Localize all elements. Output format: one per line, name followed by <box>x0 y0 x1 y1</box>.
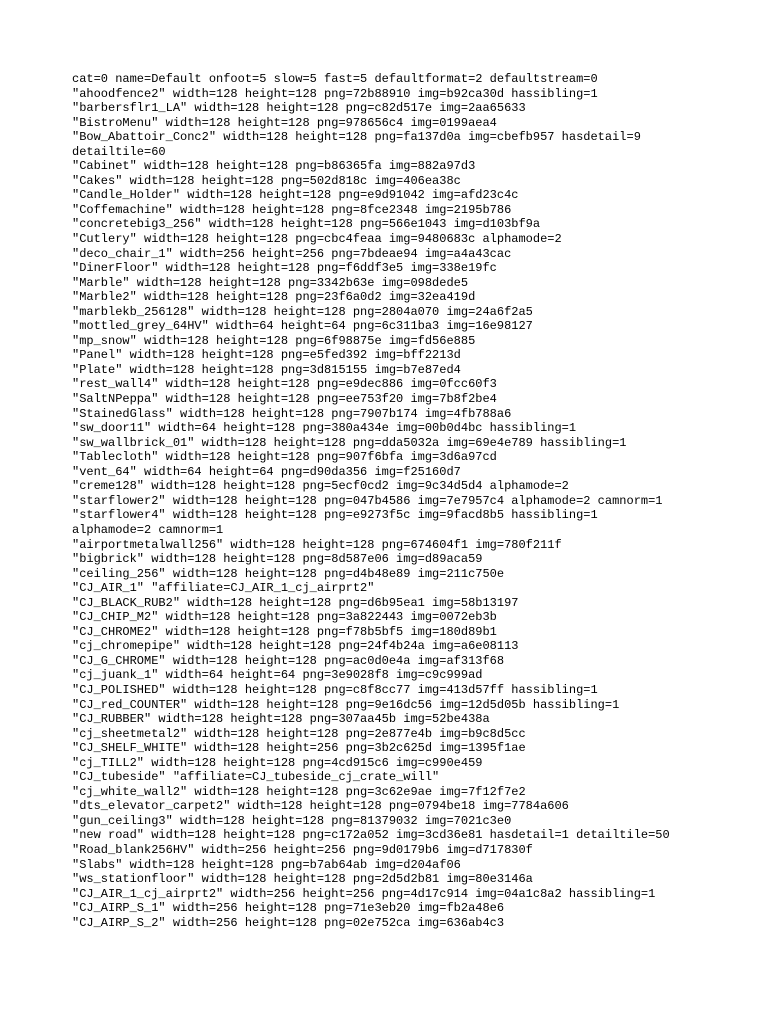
text-line: "rest_wall4" width=128 height=128 png=e9dec886 img=0fcc60f3 <box>72 377 497 392</box>
text-line: "CJ_CHROME2" width=128 height=128 png=f78b5bf5 img=180d89b1 <box>72 624 497 639</box>
text-line: "sw_wallbrick_01" width=128 height=128 png=dda5032a img=69e4e789 hassibling=1 <box>72 435 627 450</box>
text-line: "cj_chromepipe" width=128 height=128 png=24f4b24a img=a6e08113 <box>72 639 519 654</box>
text-line: "dts_elevator_carpet2" width=128 height=128 png=0794be18 img=7784a606 <box>72 799 569 814</box>
text-line: "cj_TILL2" width=128 height=128 png=4cd915c6 img=c990e459 <box>72 755 483 770</box>
text-line: "CJ_AIR_1" "affiliate=CJ_AIR_1_cj_airprt2" <box>72 581 375 596</box>
text-line: "CJ_SHELF_WHITE" width=128 height=256 png=3b2c625d img=1395f1ae <box>72 741 526 756</box>
text-line: "mp_snow" width=128 height=128 png=6f98875e img=fd56e885 <box>72 333 476 348</box>
text-line: "Cabinet" width=128 height=128 png=b86365fa img=882a97d3 <box>72 159 476 174</box>
text-line: "CJ_RUBBER" width=128 height=128 png=307aa45b img=52be438a <box>72 712 490 727</box>
text-line: "Road_blank256HV" width=256 height=256 png=9d0179b6 img=d717830f <box>72 842 533 857</box>
text-line: "creme128" width=128 height=128 png=5ecf0cd2 img=9c34d5d4 alphamode=2 <box>72 479 569 494</box>
text-line: "CJ_BLACK_RUB2" width=128 height=128 png=d6b95ea1 img=58b13197 <box>72 595 519 610</box>
text-line: "StainedGlass" width=128 height=128 png=7907b174 img=4fb788a6 <box>72 406 512 421</box>
text-line: "bigbrick" width=128 height=128 png=8d587e06 img=d89aca59 <box>72 552 483 567</box>
text-line: "CJ_AIR_1_cj_airprt2" width=256 height=256 png=4d17c914 img=04a1c8a2 hassibling=1 <box>72 886 656 901</box>
text-line: "sw_door11" width=64 height=128 png=380a434e img=00b0d4bc hassibling=1 <box>72 421 577 436</box>
text-line: "vent_64" width=64 height=64 png=d90da356 img=f25160d7 <box>72 464 461 479</box>
text-line: "SaltNPeppa" width=128 height=128 png=ee753f20 img=7b8f2be4 <box>72 392 497 407</box>
text-line: "deco_chair_1" width=256 height=256 png=7bdeae94 img=a4a43cac <box>72 246 512 261</box>
text-line: "Marble" width=128 height=128 png=3342b63e img=098dede5 <box>72 275 469 290</box>
text-line: "ws_stationfloor" width=128 height=128 png=2d5d2b81 img=80e3146a <box>72 872 533 887</box>
document-text-body <box>72 72 768 930</box>
text-line: "Plate" width=128 height=128 png=3d815155 img=b7e87ed4 <box>72 362 461 377</box>
text-line: "CJ_CHIP_M2" width=128 height=128 png=3a822443 img=0072eb3b <box>72 610 497 625</box>
text-line: "CJ_red_COUNTER" width=128 height=128 png=9e16dc56 img=12d5d05b hassibling=1 <box>72 697 620 712</box>
text-line: "cj_white_wall2" width=128 height=128 png=3c62e9ae img=7f12f7e2 <box>72 784 526 799</box>
text-line: "Coffemachine" width=128 height=128 png=8fce2348 img=2195b786 <box>72 202 512 217</box>
text-line: "cj_sheetmetal2" width=128 height=128 png=2e877e4b img=b9c8d5cc <box>72 726 526 741</box>
text-line: "CJ_POLISHED" width=128 height=128 png=c8f8cc77 img=413d57ff hassibling=1 <box>72 682 598 697</box>
text-line: "gun_ceiling3" width=128 height=128 png=81379032 img=7021c3e0 <box>72 813 512 828</box>
text-line: "marblekb_256128" width=128 height=128 png=2804a070 img=24a6f2a5 <box>72 304 533 319</box>
text-line: "mottled_grey_64HV" width=64 height=64 png=6c311ba3 img=16e98127 <box>72 319 533 334</box>
text-line: "cj_juank_1" width=64 height=64 png=3e9028f8 img=c9c999ad <box>72 668 483 683</box>
text-line: "barbersflr1_LA" width=128 height=128 png=c82d517e img=2aa65633 <box>72 101 526 116</box>
text-line: alphamode=2 camnorm=1 <box>72 522 224 537</box>
text-line: "Cutlery" width=128 height=128 png=cbc4feaa img=9480683c alphamode=2 <box>72 232 562 247</box>
text-line: "Candle_Holder" width=128 height=128 png=e9d91042 img=afd23c4c <box>72 188 519 203</box>
text-line: "ceiling_256" width=128 height=128 png=d4b48e89 img=211c750e <box>72 566 505 581</box>
text-line: "Marble2" width=128 height=128 png=23f6a0d2 img=32ea419d <box>72 290 476 305</box>
text-line: "Slabs" width=128 height=128 png=b7ab64ab img=d204af06 <box>72 857 461 872</box>
text-line: cat=0 name=Default onfoot=5 slow=5 fast=5 defaultformat=2 defaultstream=0 <box>72 72 598 86</box>
text-line: "BistroMenu" width=128 height=128 png=978656c4 img=0199aea4 <box>72 115 497 130</box>
text-line: "starflower2" width=128 height=128 png=047b4586 img=7e7957c4 alphamode=2 camnorm=1 <box>72 493 663 508</box>
text-line: detailtile=60 <box>72 144 166 159</box>
text-line: "CJ_AIRP_S_1" width=256 height=128 png=71e3eb20 img=fb2a48e6 <box>72 901 505 916</box>
text-line: "CJ_G_CHROME" width=128 height=128 png=ac0d0e4a img=af313f68 <box>72 653 505 668</box>
text-line: "new road" width=128 height=128 png=c172a052 img=3cd36e81 hasdetail=1 detailtile=50 <box>72 828 670 843</box>
text-line: "Cakes" width=128 height=128 png=502d818c img=406ea38c <box>72 173 461 188</box>
text-line: "airportmetalwall256" width=128 height=128 png=674604f1 img=780f211f <box>72 537 562 552</box>
text-line: "CJ_AIRP_S_2" width=256 height=128 png=02e752ca img=636ab4c3 <box>72 915 505 930</box>
text-line: "CJ_tubeside" "affiliate=CJ_tubeside_cj_crate_will" <box>72 770 440 785</box>
text-line: "Tablecloth" width=128 height=128 png=907f6bfa img=3d6a97cd <box>72 450 497 465</box>
text-line: "concretebig3_256" width=128 height=128 png=566e1043 img=d103bf9a <box>72 217 541 232</box>
text-line: "Panel" width=128 height=128 png=e5fed392 img=bff2213d <box>72 348 461 363</box>
text-line: "DinerFloor" width=128 height=128 png=f6ddf3e5 img=338e19fc <box>72 261 497 276</box>
text-line: "starflower4" width=128 height=128 png=e9273f5c img=9facd8b5 hassibling=1 <box>72 508 598 523</box>
text-line: "ahoodfence2" width=128 height=128 png=72b88910 img=b92ca30d hassibling=1 <box>72 86 598 101</box>
text-line: "Bow_Abattoir_Conc2" width=128 height=128 png=fa137d0a img=cbefb957 hasdetail=9 <box>72 130 641 145</box>
